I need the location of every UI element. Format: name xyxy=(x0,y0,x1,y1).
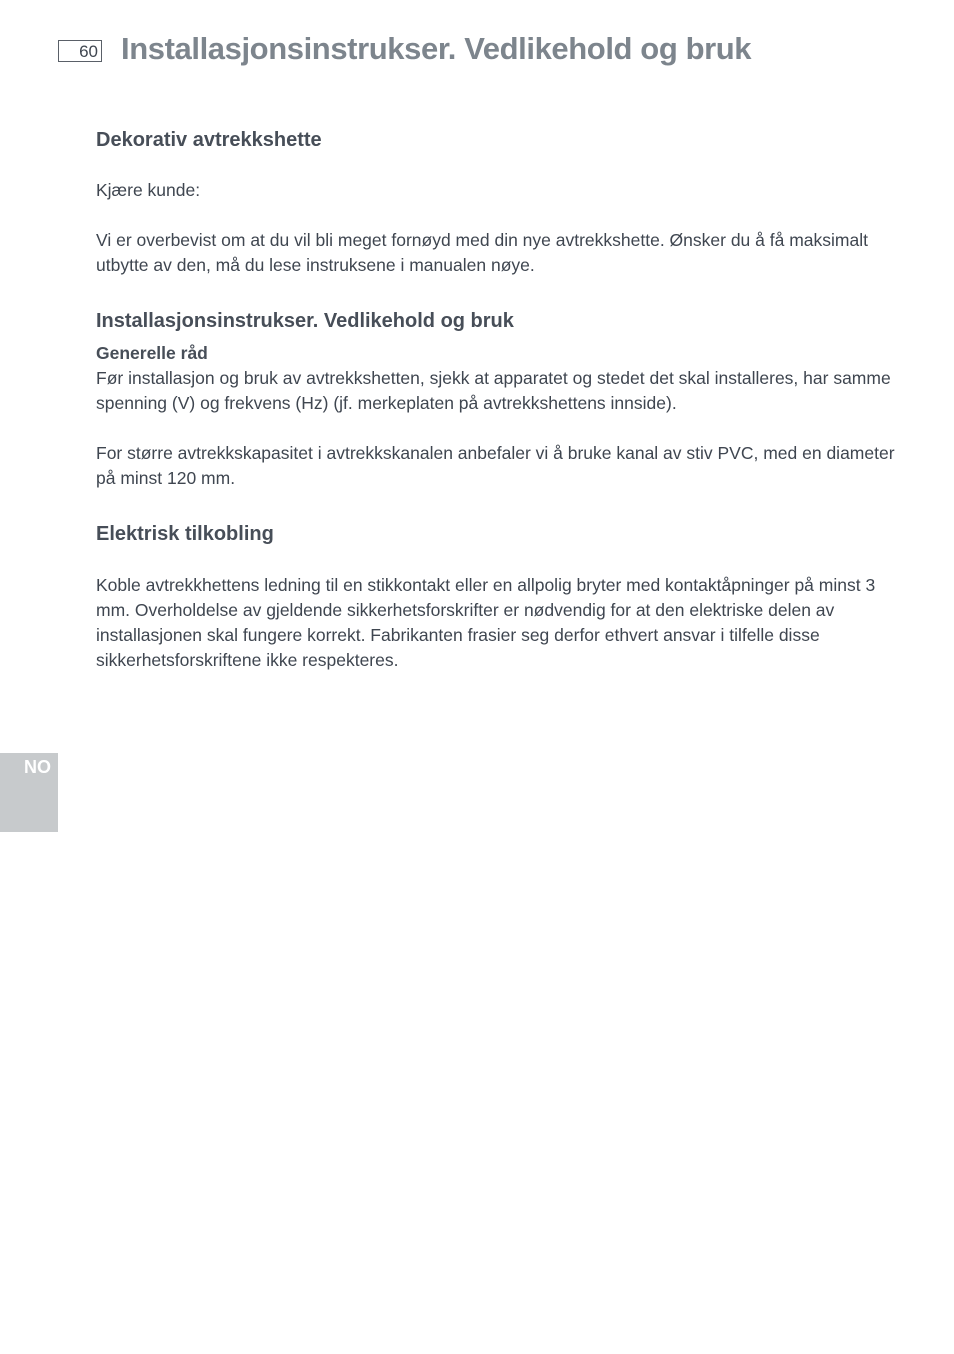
language-tab xyxy=(0,753,58,832)
language-tab-label: NO xyxy=(24,757,51,777)
page-number: 60 xyxy=(58,40,102,62)
greeting-text: Kjære kunde: xyxy=(96,180,201,200)
intro-paragraph: Vi er overbevist om at du vil bli meget fornøyd med din nye avtrekkshette. Ønsker du å få maksimalt utbytte av den, må du lese instruksene i manualen nøye. xyxy=(96,230,868,275)
main-content xyxy=(96,126,896,673)
electrical-paragraph: Koble avtrekkhettens ledning til en stikkontakt eller en allpolig bryter med kontaktåpninger på minst 3 mm. Overholdelse av gjeldende sikkerhetsforskrifter er nødvendig for at den elektriske delen av installasjonen skal fungere korrekt. Fabrikanten frasier seg derfor ethvert ansvar i tilfelle disse sikkerhetsforskriftene ikke respekteres. xyxy=(96,575,876,670)
duct-paragraph: For større avtrekkskapasitet i avtrekkskanalen anbefaler vi å bruke kanal av stiv PVC, med en diameter på minst 120 mm. xyxy=(96,443,895,488)
section-heading-installasjon: Installasjonsinstrukser. Vedlikehold og bruk xyxy=(96,310,514,332)
page-title: Installasjonsinstrukser. Vedlikehold og bruk xyxy=(121,31,752,66)
section-heading-dekorativ: Dekorativ avtrekkshette xyxy=(96,129,322,151)
general-advice-paragraph: Før installasjon og bruk av avtrekkshetten, sjekk at apparatet og stedet det skal installeres, har samme spenning (V) og frekvens (Hz) (jf. merkeplaten på avtrekkshettens innside). xyxy=(96,368,891,413)
subheading-generelle-rad: Generelle råd xyxy=(96,343,208,363)
section-heading-elektrisk: Elektrisk tilkobling xyxy=(96,523,274,545)
